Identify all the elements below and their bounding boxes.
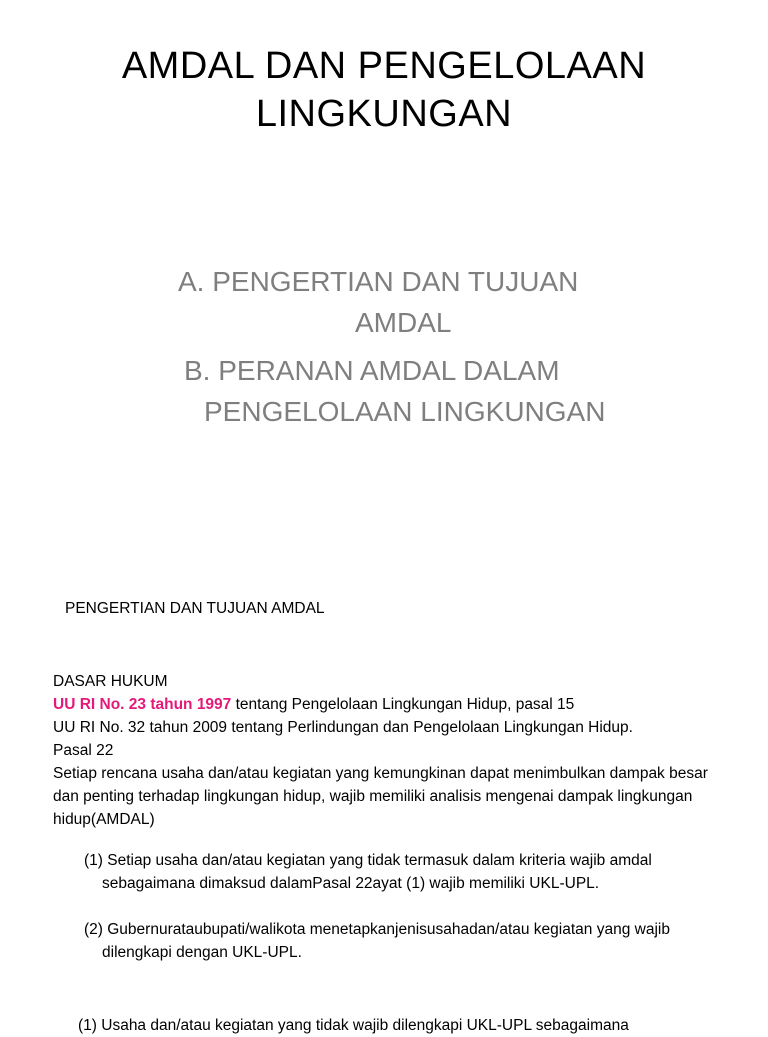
- law-highlight: UU RI No. 23 tahun 1997: [53, 696, 232, 713]
- page-title: [0, 42, 768, 138]
- dasar-hukum-heading: DASAR HUKUM: [53, 673, 168, 690]
- section-label: PENGERTIAN DAN TUJUAN AMDAL: [65, 600, 325, 617]
- law-reference-2: UU RI No. 32 tahun 2009 tentang Perlindungan dan Pengelolaan Lingkungan Hidup.: [53, 719, 633, 736]
- law-reference-1-text: tentang Pengelolaan Lingkungan Hidup, pasal 15: [231, 696, 575, 713]
- list-item-text: (2) Gubernurataubupati/walikota menetapkanjenisusahadan/atau kegiatan yang wajib dilengkapi dengan UKL-UPL.: [84, 921, 670, 961]
- list-item: [84, 849, 704, 895]
- toc-item-b: B. PERANAN AMDAL DALAM: [184, 355, 560, 386]
- pasal-label: Pasal 22: [53, 742, 114, 759]
- body-paragraph: Setiap rencana usaha dan/atau kegiatan yang kemungkinan dapat menimbulkan dampak besar dan penting terhadap lingkungan hidup, wajib memiliki analisis mengenai dampak lingkungan hidup(AMDAL): [53, 765, 708, 828]
- law-reference-1: [53, 693, 574, 716]
- list-item-text: (1) Setiap usaha dan/atau kegiatan yang tidak termasuk dalam kriteria wajib amdal sebagaimana dimaksud dalamPasal 22ayat (1) wajib memiliki UKL-UPL.: [84, 852, 652, 892]
- toc-item-b-continued: PENGELOLAAN LINGKUNGAN: [204, 396, 606, 427]
- page-title-line-1: AMDAL DAN PENGELOLAAN: [121, 45, 647, 87]
- toc-item-a-continued: AMDAL: [355, 307, 452, 338]
- toc-item-a: A. PENGERTIAN DAN TUJUAN: [178, 266, 579, 297]
- list-item: [84, 918, 704, 964]
- list-item-cut-off: (1) Usaha dan/atau kegiatan yang tidak wajib dilengkapi UKL-UPL sebagaimana: [78, 1017, 629, 1034]
- page-title-line-2: LINGKUNGAN: [255, 93, 513, 135]
